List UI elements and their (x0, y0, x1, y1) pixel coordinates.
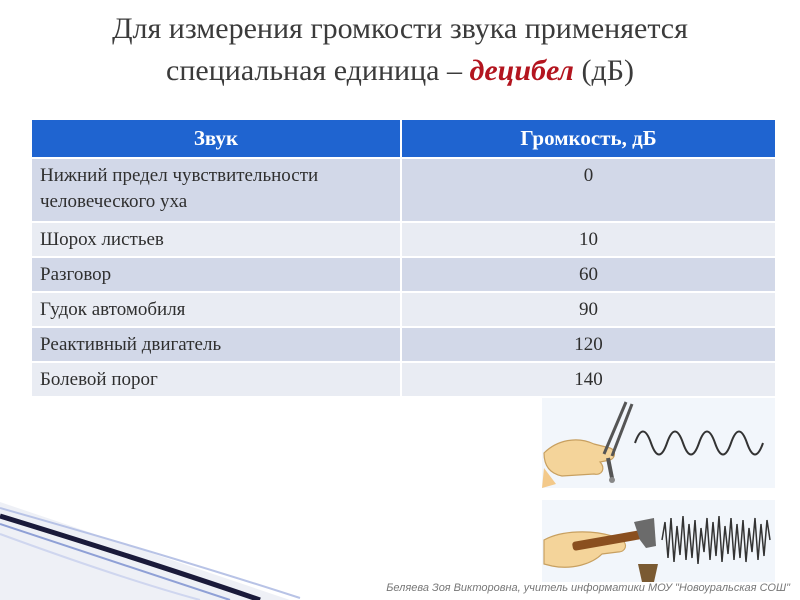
hammer-illustration (542, 500, 775, 582)
header-volume: Громкость, дБ (401, 120, 775, 158)
volume-cell: 0 (401, 158, 775, 222)
table-row (32, 222, 775, 257)
volume-cell: 60 (401, 257, 775, 292)
volume-cell: 140 (401, 362, 775, 396)
decibel-term: децибел (469, 54, 574, 87)
table-header-row (32, 120, 775, 158)
sound-cell: Разговор (32, 257, 401, 292)
table-row (32, 292, 775, 327)
sound-cell: Гудок автомобиля (32, 292, 401, 327)
table-row (32, 257, 775, 292)
slide-title (0, 8, 800, 92)
tuning-fork-illustration (542, 398, 775, 488)
title-line-2-suffix: (дБ) (573, 54, 634, 87)
sound-cell: Реактивный двигатель (32, 327, 401, 362)
sound-volume-table (32, 120, 775, 396)
decorative-swoosh (0, 490, 420, 600)
volume-cell: 120 (401, 327, 775, 362)
author-footer: Беляева Зоя Викторовна, учитель информатики МОУ "Новоуральская СОШ" (386, 582, 790, 594)
sound-cell: Шорох листьев (32, 222, 401, 257)
title-line-2 (0, 50, 800, 92)
header-sound: Звук (32, 120, 401, 158)
volume-cell: 90 (401, 292, 775, 327)
sound-cell: Нижний предел чувствительности человеческого уха (32, 158, 401, 222)
title-line-2-prefix: специальная единица – (166, 54, 470, 87)
title-line-1: Для измерения громкости звука применяется (112, 12, 688, 45)
table-row (32, 362, 775, 396)
table-row (32, 158, 775, 222)
table-row (32, 327, 775, 362)
volume-cell: 10 (401, 222, 775, 257)
sound-cell: Болевой порог (32, 362, 401, 396)
